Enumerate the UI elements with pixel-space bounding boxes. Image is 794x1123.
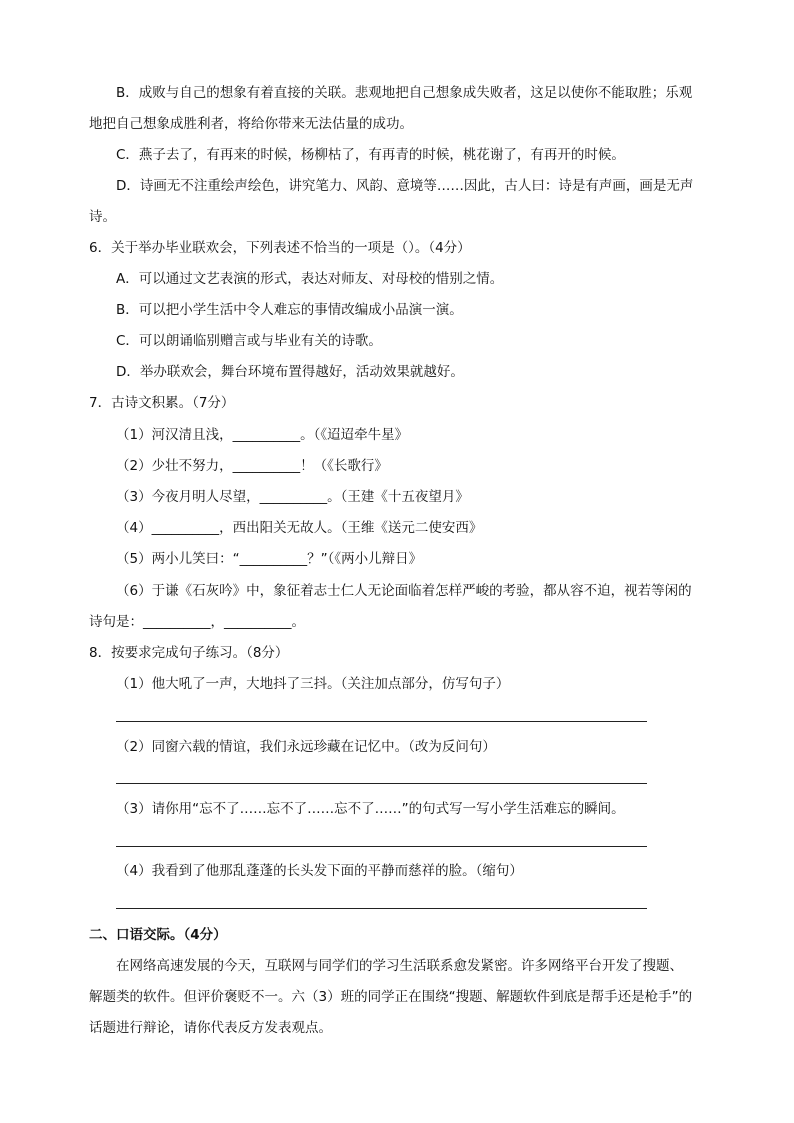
- section-2-paragraph-line3: 话题进行辩论，请你代表反方发表观点。: [89, 1020, 332, 1036]
- q6-option-d: D．举办联欢会，舞台环境布置得越好，活动效果就越好。: [116, 364, 464, 380]
- q5-option-c: C．燕子去了，有再来的时候，杨柳枯了，有再青的时候，桃花谢了，有再开的时候。: [116, 147, 625, 163]
- q8-stem: 8．按要求完成句子练习。（8分）: [89, 645, 289, 661]
- q8-answer-line-3: [116, 846, 647, 847]
- q5-option-d-line2: 诗。: [89, 209, 116, 225]
- q8-answer-line-4: [116, 908, 647, 909]
- q5-option-d-line1: D．诗画无不注重绘声绘色，讲究笔力、风韵、意境等……因此，古人曰：诗是有声画，画是无声: [116, 178, 694, 194]
- q8-answer-line-2: [116, 783, 647, 784]
- q8-item-2: （2）同窗六载的情谊，我们永远珍藏在记忆中。（改为反问句）: [116, 739, 496, 755]
- q7-item-4: （4）__________，西出阳关无故人。（王维《送元二使安西》: [116, 520, 483, 536]
- q8-item-4: （4）我看到了他那乱蓬蓬的长头发下面的平静而慈祥的脸。（缩句）: [116, 863, 523, 879]
- q7-item-5: （5）两小儿笑曰：“__________？”（《两小儿辩日》: [116, 551, 423, 567]
- q8-answer-line-1: [116, 721, 647, 722]
- q7-item-6-line2: 诗句是：__________，__________。: [89, 614, 305, 630]
- q7-item-1: （1）河汉清且浅，__________。（《迢迢牵牛星》: [116, 427, 409, 443]
- section-2-heading: 二、口语交际。（4分）: [89, 927, 227, 943]
- q7-stem: 7．古诗文积累。（7分）: [89, 395, 235, 411]
- q8-item-1: （1）他大吼了一声，大地抖了三抖。（关注加点部分，仿写句子）: [116, 676, 510, 692]
- q5-option-b-line2: 地把自己想象成胜利者，将给你带来无法估量的成功。: [89, 116, 413, 132]
- q6-option-c: C．可以朗诵临别赠言或与毕业有关的诗歌。: [116, 333, 382, 349]
- section-2-paragraph-line1: 在网络高速发展的今天，互联网与同学们的学习生活联系愈发紧密。许多网络平台开发了搜题、: [116, 958, 683, 974]
- q8-item-3: （3）请你用“忘不了……忘不了……忘不了……”的句式写一写小学生活难忘的瞬间。: [116, 801, 625, 817]
- q5-option-b-line1: B．成败与自己的想象有着直接的关联。悲观地把自己想象成失败者，这足以使你不能取胜；乐观: [116, 85, 693, 101]
- section-2-paragraph-line2: 解题类的软件。但评价褒贬不一。六（3）班的同学正在围绕“搜题、解题软件到底是帮手还是枪手”的: [89, 989, 693, 1005]
- q6-option-b: B．可以把小学生活中令人难忘的事情改编成小品演一演。: [116, 302, 463, 318]
- q7-item-6-line1: （6）于谦《石灰吟》中，象征着志士仁人无论面临着怎样严峻的考验，都从容不迫，视若等闲的: [116, 583, 692, 599]
- q7-item-3: （3）今夜月明人尽望，__________。（王建《十五夜望月》: [116, 489, 469, 505]
- q7-item-2: （2）少壮不努力，__________！（《长歌行》: [116, 458, 388, 474]
- q6-stem: 6．关于举办毕业联欢会，下列表述不恰当的一项是（）。（4分）: [89, 240, 471, 256]
- q6-option-a: A．可以通过文艺表演的形式，表达对师友、对母校的惜别之情。: [116, 271, 504, 287]
